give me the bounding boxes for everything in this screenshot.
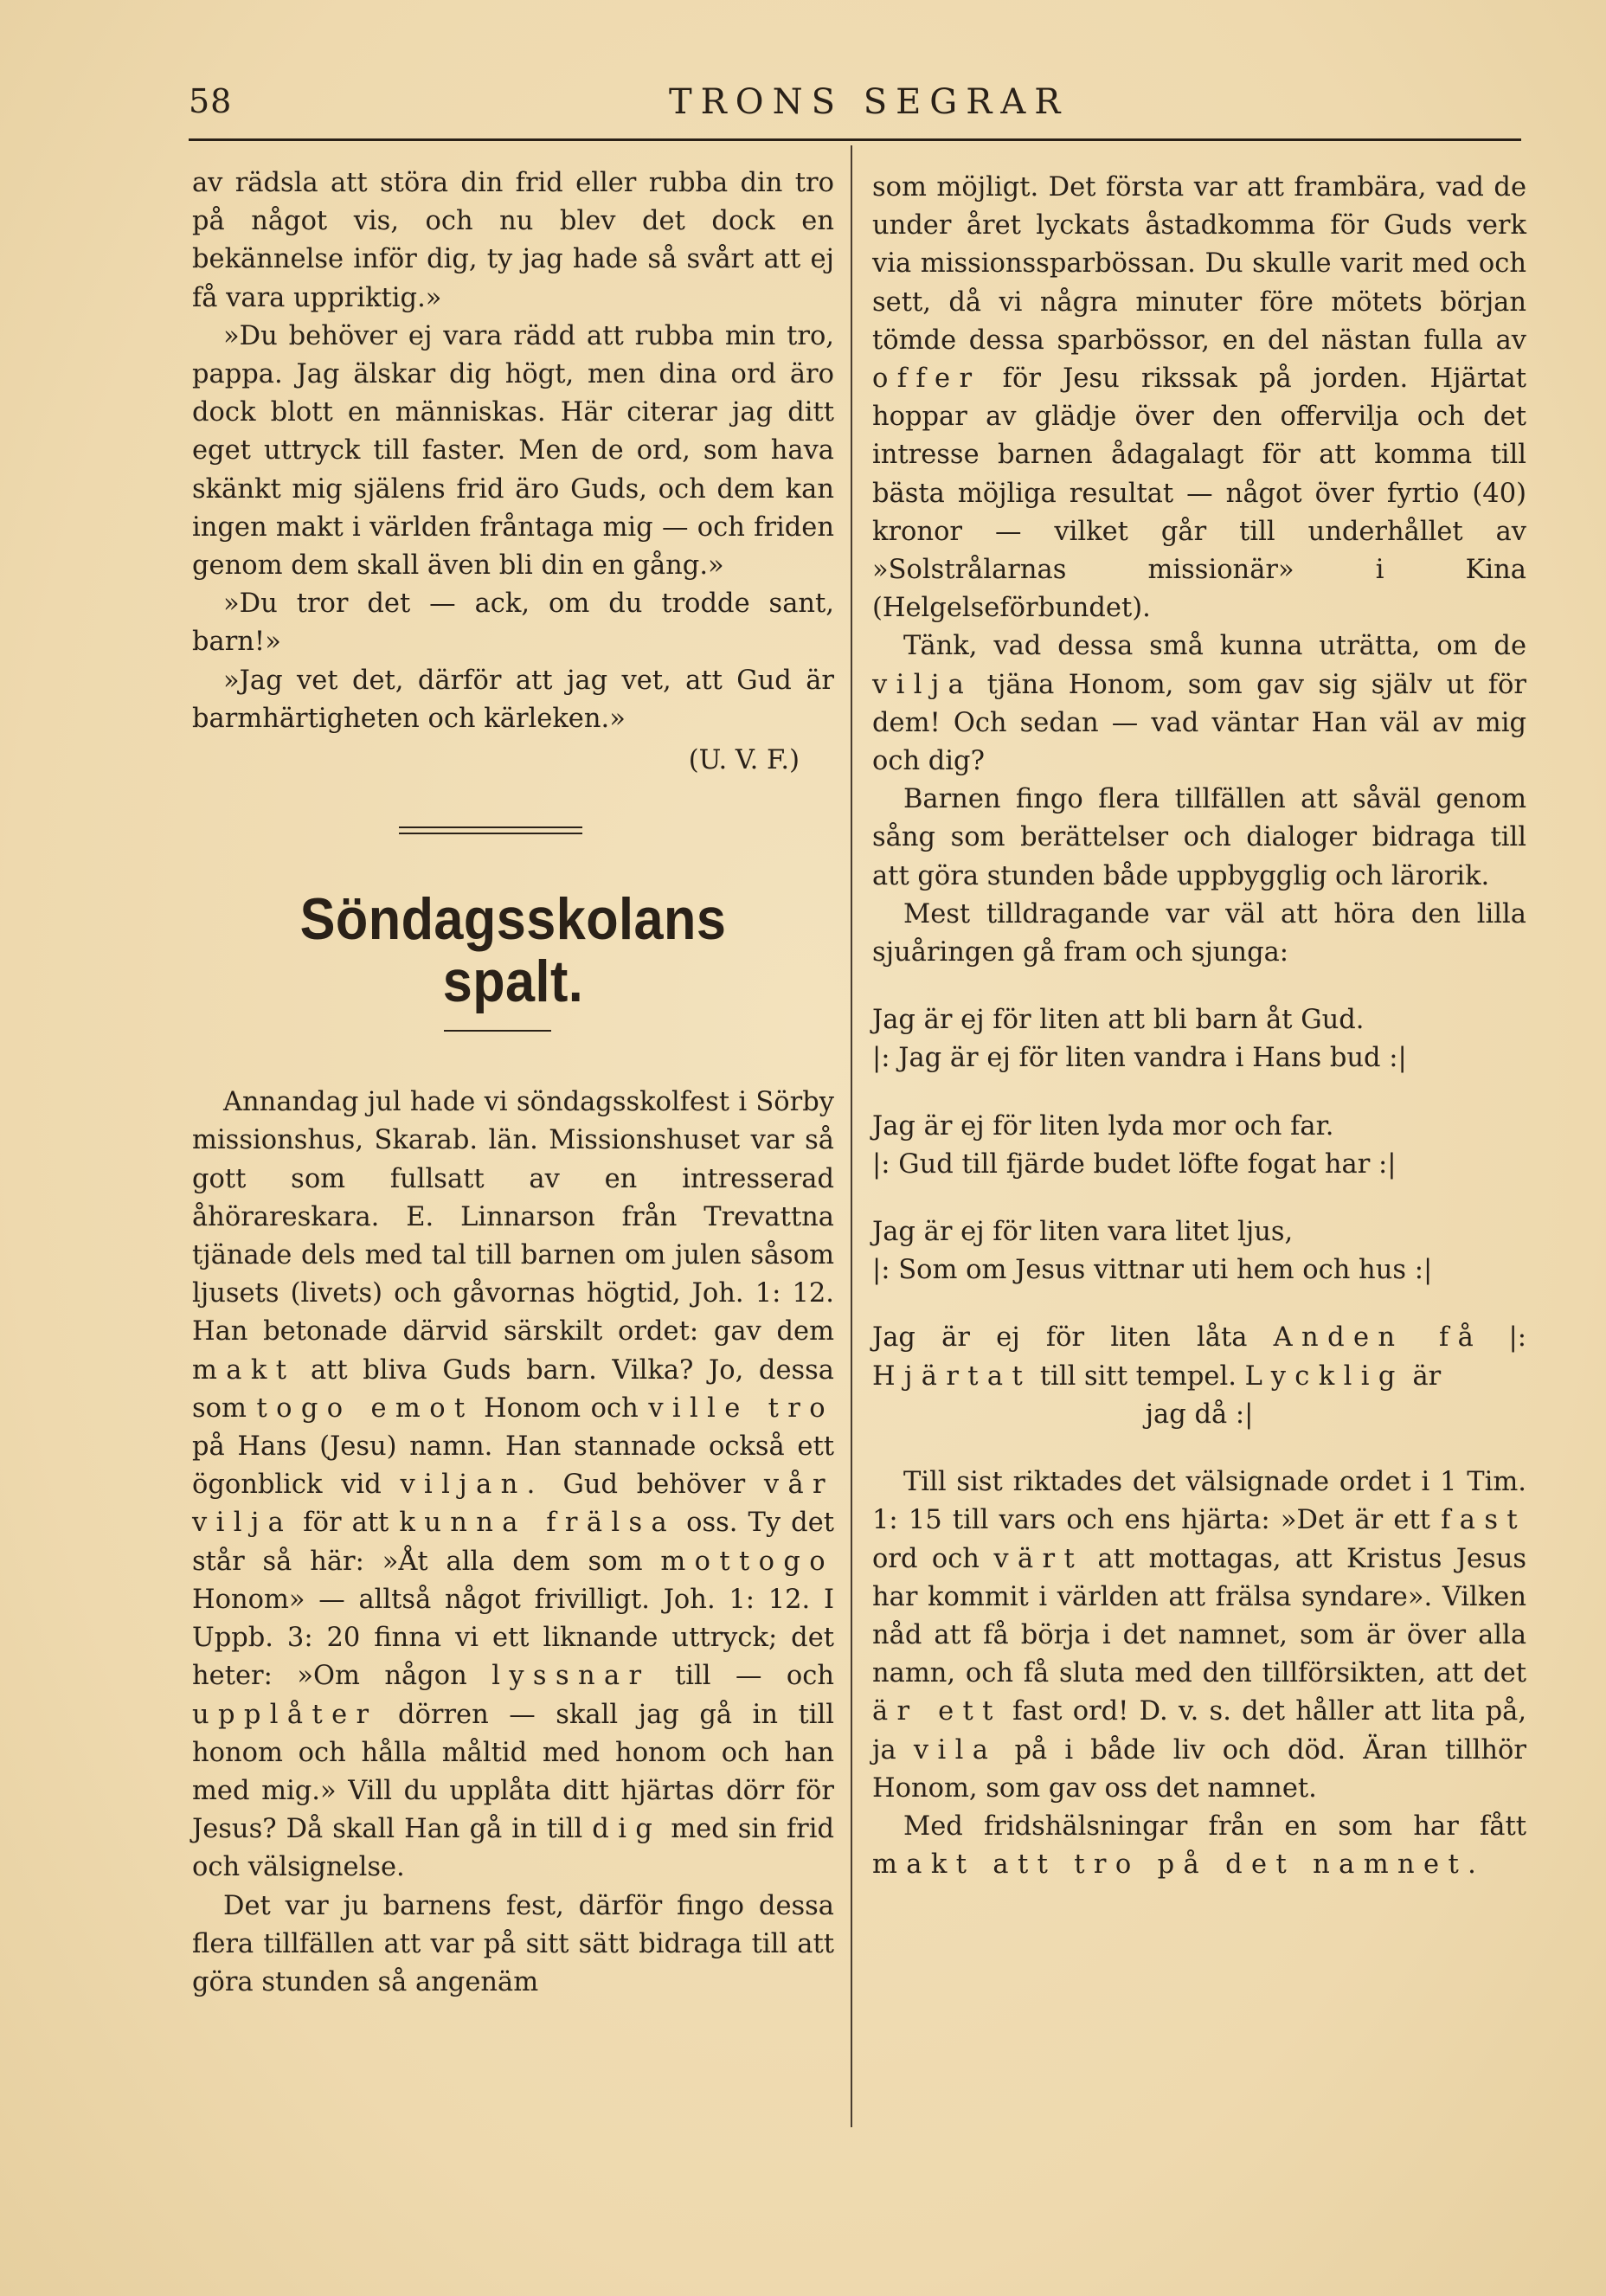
song-verse: [872, 1213, 1526, 1289]
story-paragraph: av rädsla att störa din frid eller rubba din tro på något vis, och nu blev det dock en bekännelse inför dig, ty jag hade så svårt att ej få vara uppriktig.»: [192, 168, 834, 313]
spacer: [872, 1289, 1526, 1319]
verse-line: Jag är ej för liten låta Anden få |: Hjärtat till sitt tempel. Lycklig är: [872, 1322, 1527, 1392]
section-divider: [399, 826, 582, 834]
story-paragraph: »Jag vet det, därför att jag vet, att Gud är barmhärtigheten och kärleken.»: [192, 665, 834, 734]
page-number: 58: [189, 82, 233, 120]
report-paragraph: Det var ju barnens fest, därför fingo dessa flera tillfällen att var på sitt sätt bidraga till att göra stunden så angenäm: [192, 1890, 834, 1997]
section-heading: Söndagsskolans spalt.: [299, 886, 727, 1015]
report-paragraph: Barnen fingo flera tillfällen att såväl genom sång som berättelser och dialoger bidraga till att göra stunden både uppbygglig och lärorik.: [872, 784, 1526, 891]
report-paragraph: som möjligt. Det första var att frambära, vad de under året lyckats åstadkomma för Guds verk via missionssparbössan. Du skulle varit med och sett, då vi några minuter före mötets början tömde dessa sparbössor, en del nästan fulla av offer för Jesu rikssak på jorden. Hjärtat hoppar av glädje över den offervilja och det intresse barnen ådagalagt för att komma till bästa möjliga resultat — något över fyrtio (40) kronor — vilket går till underhållet av »Solstrålarnas missionär» i Kina (Helgelseförbundet).: [872, 172, 1526, 624]
report-paragraph: Annandag jul hade vi söndagsskolfest i Sörby missionshus, Skarab. län. Missionshuset var så gott som fullsatt av en intresserad åhörareskara. E. Linnarson från Trevattna tjänade dels med tal till barnen om julen såsom ljusets (livets) och gåvornas högtid, Joh. 1: 12. Han betonade därvid särskilt ordet: gav dem makt att bliva Guds barn. Vilka? Jo, dessa som togo emot Honom och ville tro på Hans (Jesu) namn. Han stannade också ett ögonblick vid viljan. Gud behöver vår vilja för att kunna frälsa oss. Ty det står så här: »Åt alla dem som mottogo Honom» — alltså något frivilligt. Joh. 1: 12. I Uppb. 3: 20 finna vi ett liknande uttryck; det heter: »Om någon lyssnar till — och upplåter dörren — skall jag gå in till honom och hålla måltid med honom och han med mig.» Vill du upplåta ditt hjärtas dörr för Jesus? Då skall Han gå in till dig med sin frid och välsignelse.: [192, 1087, 835, 1883]
right-column: [872, 169, 1526, 1884]
spacer: [872, 1434, 1526, 1463]
report-paragraph: Mest tilldragande var väl att höra den lilla sjuåringen gå fram och sjunga:: [872, 898, 1526, 968]
report-paragraph: Tänk, vad dessa små kunna uträtta, om de vilja tjäna Honom, som gav sig själv ut för dem! Och sedan — vad väntar Han väl av mig och dig?: [872, 631, 1526, 777]
song-verse: [872, 1001, 1526, 1077]
song-verse: [872, 1319, 1526, 1434]
song-verse: [872, 1108, 1526, 1184]
verse-line: |: Som om Jesus vittnar uti hem och hus :|: [872, 1255, 1433, 1286]
page-header: [189, 82, 1521, 131]
verse-line: |: Jag är ej för liten vandra i Hans bud :|: [872, 1043, 1407, 1074]
spacer: [872, 972, 1526, 1001]
story-paragraph: »Du tror det — ack, om du trodde sant, barn!»: [192, 588, 834, 658]
heading-rule: [444, 1030, 551, 1032]
verse-line: Jag är ej för liten vara litet ljus,: [872, 1217, 1294, 1248]
verse-line: jag då :|: [1145, 1399, 1254, 1430]
story-paragraph: »Du behöver ej vara rädd att rubba min tro, pappa. Jag älskar dig högt, men dina ord äro dock blott en människas. Här citerar jag ditt eget uttryck till faster. Men de ord, som hava skänkt mig själens frid äro Guds, och dem kan ingen makt i världen fråntaga mig — och friden genom dem skall även bli din en gång.»: [192, 320, 834, 582]
header-rule: [189, 138, 1521, 141]
verse-line: |: Gud till fjärde budet löfte fogat har :|: [872, 1148, 1397, 1180]
spacer: [872, 1184, 1526, 1213]
story-signature: (U. V. F.): [688, 745, 800, 776]
report-paragraph: Till sist riktades det välsignade ordet i 1 Tim. 1: 15 till vars och ens hjärta: »Det är ett fast ord och värt att mottagas, att Kristus Jesus har kommit i världen att frälsa syndare». Vilken nåd att få börja i det namnet, som är över alla namn, och få sluta med den tillförsikten, att det är ett fast ord! D. v. s. det håller att lita på, ja vila på i både liv och död. Äran tillhör Honom, som gav oss det namnet.: [872, 1467, 1527, 1804]
verse-line: Jag är ej för liten lyda mor och far.: [872, 1110, 1334, 1142]
running-title: TRONS SEGRAR: [669, 82, 1070, 122]
closing-greeting: Med fridshälsningar från en som har fått makt att tro på det namnet.: [872, 1810, 1526, 1881]
column-divider: [851, 145, 852, 2127]
left-column: [192, 164, 834, 2002]
verse-line: Jag är ej för liten att bli barn åt Gud.: [872, 1005, 1365, 1036]
spacer: [872, 1078, 1526, 1108]
